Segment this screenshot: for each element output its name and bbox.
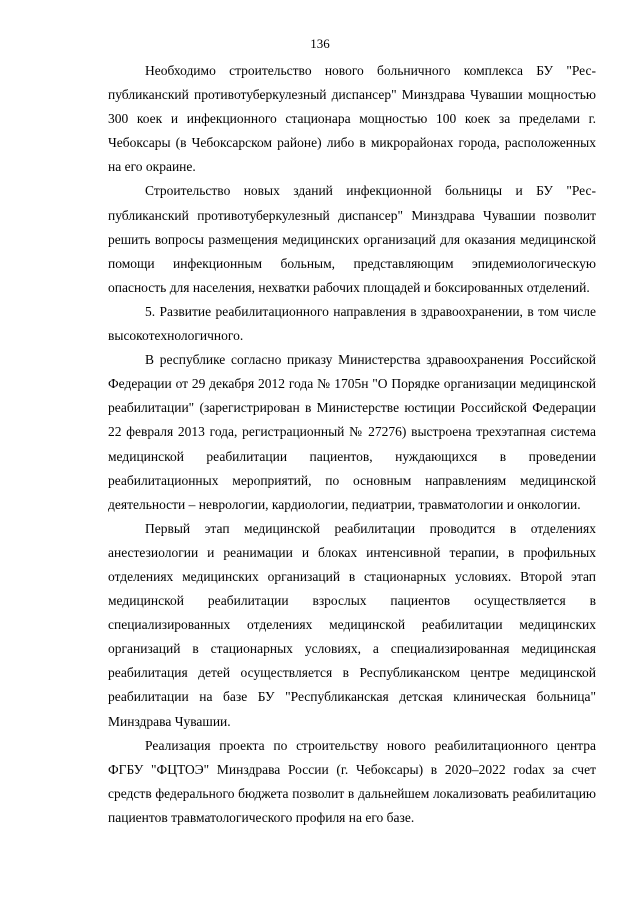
document-body <box>108 59 596 830</box>
paragraph-rehab-heading: 5. Развитие реабилитационного направления в здравоохранении, в том числе высокотехнологичного. <box>108 303 596 344</box>
paragraph-rehab-system: В республике согласно приказу Министерства здравоохранения Российской Федерации от 29 декабря 2012 года № 1705н "О Порядке организации медицинской реабилитации" (зарегистрирован в Министерстве юстиции Российской Федерации 22 февраля 2013 года, регистрационный № 27276) выстроена трехэтапная система медицинской реабилитации пациентов, нуждающихся в проведении реабилитационных мероприятий, по основным направлениям медицинской деятельности – неврологии, кардиологии, педиатрии, травматологии и онкологии. <box>108 352 596 512</box>
paragraph-new-buildings: Строительство новых зданий инфекционной больницы и БУ "Республиканский противотуберкулезный диспансер" Минздрава Чувашии позволит решить вопросы размещения медицинских организаций для оказания медицинской помощи инфекционным больным, представляющим эпидемиологическую опасность для населения, нехватки рабочих площадей и боксированных отделений. <box>108 183 596 295</box>
paragraph-infrastructure-need: Необходимо строительство нового больничного комплекса БУ "Республиканский противотуберкулезный диспансер" Минздрава Чувашии мощностью 300 коек и инфекционного стационара мощностью 100 коек за пределами г. Чебоксары (в Чебоксарском районе) либо в микрорайонах города, расположенных на его окраине. <box>108 63 596 175</box>
paragraph-rehab-center-project: Реализация проекта по строительству нового реабилитационного центра ФГБУ "ФЦТОЭ" Минздрава России (г. Чебоксары) в 2020–2022 гоdах за счет средств федерального бюджета позволит в дальнейшем локализовать реабилитацию пациентов травматологического профиля на его базе. <box>108 737 596 825</box>
page-number: 136 <box>310 36 330 51</box>
paragraph-rehab-stages: Первый этап медицинской реабилитации проводится в отделениях анестезиологии и реанимации и блоках интенсивной терапии, в профильных отделениях медицинских организаций в стационарных условиях. Второй этап медицинской реабилитации взрослых пациентов осуществляется в специализированных отделениях медицинской реабилитации медицинских организаций в стационарных условиях, а специализированная медицинская реабилитация детей осуществляется в Республиканском центре медицинской реабилитации на базе БУ "Республиканская детская клиническая больница" Минздрава Чувашии. <box>108 520 596 729</box>
